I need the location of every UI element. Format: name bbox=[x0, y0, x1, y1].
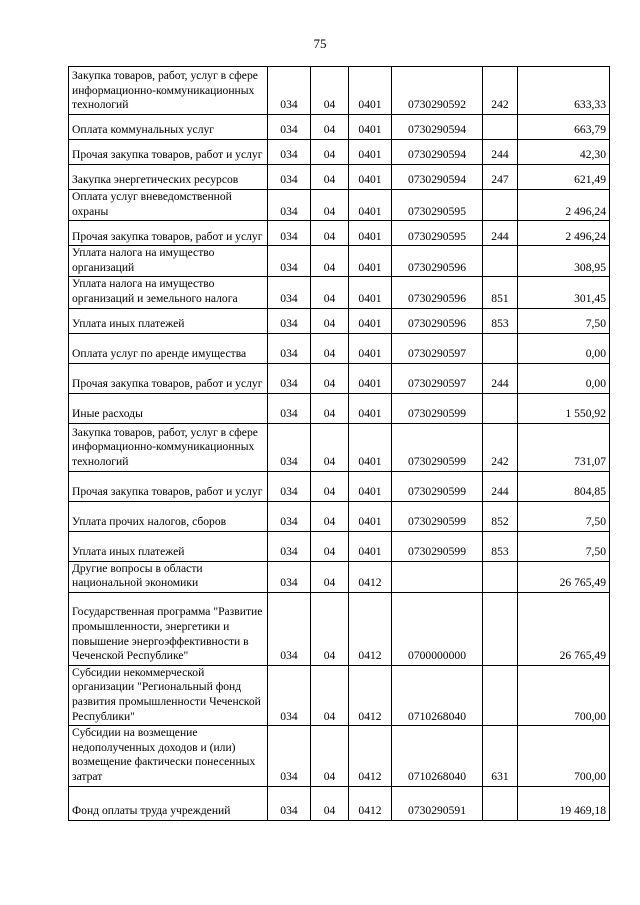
row-name-cell: Закупка товаров, работ, услуг в сфере информационно-коммуникационных технологий bbox=[69, 423, 268, 471]
row-name-cell: Фонд оплаты труда учреждений bbox=[69, 786, 268, 820]
expense-type-cell: 242 bbox=[483, 423, 518, 471]
table-row bbox=[69, 726, 610, 786]
ministry-code-cell: 034 bbox=[268, 67, 311, 115]
amount-cell: 2 496,24 bbox=[518, 221, 610, 246]
section-code-cell: 04 bbox=[311, 67, 349, 115]
subsection-code-cell: 0401 bbox=[349, 67, 392, 115]
table-row bbox=[69, 423, 610, 471]
amount-cell: 621,49 bbox=[518, 165, 610, 190]
subsection-code-cell: 0401 bbox=[349, 501, 392, 531]
target-code-cell: 0730290594 bbox=[392, 140, 483, 165]
amount-cell: 2 496,24 bbox=[518, 190, 610, 221]
subsection-code-cell: 0412 bbox=[349, 726, 392, 786]
row-name-cell: Государственная программа "Развитие промышленности, энергетики и повышение энергоэффективности в Чеченской Республике" bbox=[69, 592, 268, 665]
subsection-code-cell: 0401 bbox=[349, 363, 392, 393]
target-code-cell: 0730290595 bbox=[392, 221, 483, 246]
expense-type-cell bbox=[483, 592, 518, 665]
target-code-cell: 0730290599 bbox=[392, 531, 483, 561]
expense-type-cell bbox=[483, 786, 518, 820]
amount-cell: 663,79 bbox=[518, 115, 610, 140]
table-row bbox=[69, 363, 610, 393]
ministry-code-cell: 034 bbox=[268, 115, 311, 140]
amount-cell: 1 550,92 bbox=[518, 393, 610, 423]
ministry-code-cell: 034 bbox=[268, 140, 311, 165]
subsection-code-cell: 0412 bbox=[349, 786, 392, 820]
table-row bbox=[69, 277, 610, 308]
ministry-code-cell: 034 bbox=[268, 393, 311, 423]
row-name-cell: Уплата налога на имущество организаций bbox=[69, 246, 268, 277]
section-code-cell: 04 bbox=[311, 471, 349, 501]
section-code-cell: 04 bbox=[311, 221, 349, 246]
page-number: 75 bbox=[313, 36, 327, 51]
target-code-cell: 0710268040 bbox=[392, 665, 483, 725]
section-code-cell: 04 bbox=[311, 277, 349, 308]
ministry-code-cell: 034 bbox=[268, 333, 311, 363]
section-code-cell: 04 bbox=[311, 501, 349, 531]
table-row bbox=[69, 165, 610, 190]
amount-cell: 700,00 bbox=[518, 726, 610, 786]
table-row bbox=[69, 561, 610, 592]
ministry-code-cell: 034 bbox=[268, 221, 311, 246]
section-code-cell: 04 bbox=[311, 333, 349, 363]
section-code-cell: 04 bbox=[311, 592, 349, 665]
row-name-cell: Прочая закупка товаров, работ и услуг bbox=[69, 221, 268, 246]
amount-cell: 301,45 bbox=[518, 277, 610, 308]
row-name-cell: Уплата иных платежей bbox=[69, 531, 268, 561]
amount-cell: 26 765,49 bbox=[518, 561, 610, 592]
amount-cell: 700,00 bbox=[518, 665, 610, 725]
section-code-cell: 04 bbox=[311, 393, 349, 423]
row-name-cell: Оплата услуг по аренде имущества bbox=[69, 333, 268, 363]
target-code-cell: 0730290597 bbox=[392, 333, 483, 363]
row-name-cell: Закупка товаров, работ, услуг в сфере информационно-коммуникационных технологий bbox=[69, 67, 268, 115]
section-code-cell: 04 bbox=[311, 308, 349, 333]
row-name-cell: Субсидии некоммерческой организации "Региональный фонд развития промышленности Чеченской Республики" bbox=[69, 665, 268, 725]
expense-type-cell: 247 bbox=[483, 165, 518, 190]
table-row bbox=[69, 333, 610, 363]
target-code-cell: 0730290595 bbox=[392, 190, 483, 221]
subsection-code-cell: 0401 bbox=[349, 277, 392, 308]
target-code-cell: 0730290594 bbox=[392, 115, 483, 140]
subsection-code-cell: 0401 bbox=[349, 471, 392, 501]
subsection-code-cell: 0401 bbox=[349, 221, 392, 246]
ministry-code-cell: 034 bbox=[268, 786, 311, 820]
ministry-code-cell: 034 bbox=[268, 308, 311, 333]
row-name-cell: Прочая закупка товаров, работ и услуг bbox=[69, 471, 268, 501]
amount-cell: 0,00 bbox=[518, 333, 610, 363]
section-code-cell: 04 bbox=[311, 115, 349, 140]
amount-cell: 26 765,49 bbox=[518, 592, 610, 665]
target-code-cell bbox=[392, 561, 483, 592]
row-name-cell: Уплата прочих налогов, сборов bbox=[69, 501, 268, 531]
expense-type-cell: 852 bbox=[483, 501, 518, 531]
subsection-code-cell: 0401 bbox=[349, 165, 392, 190]
row-name-cell: Оплата коммунальных услуг bbox=[69, 115, 268, 140]
amount-cell: 7,50 bbox=[518, 531, 610, 561]
subsection-code-cell: 0401 bbox=[349, 246, 392, 277]
section-code-cell: 04 bbox=[311, 665, 349, 725]
expense-type-cell: 244 bbox=[483, 221, 518, 246]
subsection-code-cell: 0401 bbox=[349, 190, 392, 221]
ministry-code-cell: 034 bbox=[268, 665, 311, 725]
table-row bbox=[69, 190, 610, 221]
row-name-cell: Оплата услуг вневедомственной охраны bbox=[69, 190, 268, 221]
section-code-cell: 04 bbox=[311, 423, 349, 471]
expense-type-cell bbox=[483, 665, 518, 725]
ministry-code-cell: 034 bbox=[268, 363, 311, 393]
ministry-code-cell: 034 bbox=[268, 561, 311, 592]
ministry-code-cell: 034 bbox=[268, 726, 311, 786]
amount-cell: 308,95 bbox=[518, 246, 610, 277]
table-row bbox=[69, 501, 610, 531]
expense-type-cell: 242 bbox=[483, 67, 518, 115]
target-code-cell: 0710268040 bbox=[392, 726, 483, 786]
amount-cell: 7,50 bbox=[518, 501, 610, 531]
amount-cell: 7,50 bbox=[518, 308, 610, 333]
subsection-code-cell: 0401 bbox=[349, 333, 392, 363]
subsection-code-cell: 0401 bbox=[349, 393, 392, 423]
section-code-cell: 04 bbox=[311, 561, 349, 592]
table-row bbox=[69, 308, 610, 333]
section-code-cell: 04 bbox=[311, 190, 349, 221]
row-name-cell: Прочая закупка товаров, работ и услуг bbox=[69, 363, 268, 393]
subsection-code-cell: 0401 bbox=[349, 531, 392, 561]
expense-type-cell: 851 bbox=[483, 277, 518, 308]
table-row bbox=[69, 393, 610, 423]
table-row bbox=[69, 221, 610, 246]
row-name-cell: Субсидии на возмещение недополученных доходов и (или) возмещение фактически понесенных затрат bbox=[69, 726, 268, 786]
amount-cell: 731,07 bbox=[518, 423, 610, 471]
ministry-code-cell: 034 bbox=[268, 165, 311, 190]
target-code-cell: 0730290599 bbox=[392, 393, 483, 423]
subsection-code-cell: 0412 bbox=[349, 561, 392, 592]
row-name-cell: Прочая закупка товаров, работ и услуг bbox=[69, 140, 268, 165]
subsection-code-cell: 0401 bbox=[349, 140, 392, 165]
row-name-cell: Другие вопросы в области национальной экономики bbox=[69, 561, 268, 592]
subsection-code-cell: 0412 bbox=[349, 665, 392, 725]
row-name-cell: Уплата налога на имущество организаций и земельного налога bbox=[69, 277, 268, 308]
target-code-cell: 0730290596 bbox=[392, 277, 483, 308]
subsection-code-cell: 0401 bbox=[349, 115, 392, 140]
expense-type-cell bbox=[483, 246, 518, 277]
amount-cell: 804,85 bbox=[518, 471, 610, 501]
ministry-code-cell: 034 bbox=[268, 246, 311, 277]
target-code-cell: 0730290599 bbox=[392, 501, 483, 531]
expense-type-cell bbox=[483, 393, 518, 423]
table-row bbox=[69, 115, 610, 140]
expense-type-cell: 244 bbox=[483, 363, 518, 393]
expense-type-cell: 853 bbox=[483, 531, 518, 561]
expense-type-cell: 244 bbox=[483, 140, 518, 165]
section-code-cell: 04 bbox=[311, 140, 349, 165]
ministry-code-cell: 034 bbox=[268, 501, 311, 531]
expense-type-cell: 631 bbox=[483, 726, 518, 786]
target-code-cell: 0730290591 bbox=[392, 786, 483, 820]
table-row bbox=[69, 67, 610, 115]
section-code-cell: 04 bbox=[311, 246, 349, 277]
table-row bbox=[69, 140, 610, 165]
subsection-code-cell: 0401 bbox=[349, 308, 392, 333]
section-code-cell: 04 bbox=[311, 531, 349, 561]
table-row bbox=[69, 246, 610, 277]
ministry-code-cell: 034 bbox=[268, 471, 311, 501]
target-code-cell: 0730290594 bbox=[392, 165, 483, 190]
target-code-cell: 0730290599 bbox=[392, 471, 483, 501]
ministry-code-cell: 034 bbox=[268, 277, 311, 308]
ministry-code-cell: 034 bbox=[268, 190, 311, 221]
section-code-cell: 04 bbox=[311, 363, 349, 393]
table-row bbox=[69, 665, 610, 725]
row-name-cell: Закупка энергетических ресурсов bbox=[69, 165, 268, 190]
row-name-cell: Уплата иных платежей bbox=[69, 308, 268, 333]
subsection-code-cell: 0412 bbox=[349, 592, 392, 665]
section-code-cell: 04 bbox=[311, 786, 349, 820]
amount-cell: 19 469,18 bbox=[518, 786, 610, 820]
ministry-code-cell: 034 bbox=[268, 531, 311, 561]
target-code-cell: 0730290597 bbox=[392, 363, 483, 393]
table-row bbox=[69, 531, 610, 561]
expense-type-cell bbox=[483, 190, 518, 221]
expense-type-cell: 853 bbox=[483, 308, 518, 333]
ministry-code-cell: 034 bbox=[268, 592, 311, 665]
expense-type-cell bbox=[483, 115, 518, 140]
expense-type-cell: 244 bbox=[483, 471, 518, 501]
expense-type-cell bbox=[483, 561, 518, 592]
table-row bbox=[69, 786, 610, 820]
subsection-code-cell: 0401 bbox=[349, 423, 392, 471]
budget-table bbox=[68, 66, 610, 821]
table-row bbox=[69, 592, 610, 665]
target-code-cell: 0730290592 bbox=[392, 67, 483, 115]
section-code-cell: 04 bbox=[311, 165, 349, 190]
amount-cell: 0,00 bbox=[518, 363, 610, 393]
table-row bbox=[69, 471, 610, 501]
ministry-code-cell: 034 bbox=[268, 423, 311, 471]
target-code-cell: 0730290596 bbox=[392, 246, 483, 277]
row-name-cell: Иные расходы bbox=[69, 393, 268, 423]
target-code-cell: 0730290599 bbox=[392, 423, 483, 471]
section-code-cell: 04 bbox=[311, 726, 349, 786]
target-code-cell: 0730290596 bbox=[392, 308, 483, 333]
amount-cell: 42,30 bbox=[518, 140, 610, 165]
expense-type-cell bbox=[483, 333, 518, 363]
target-code-cell: 0700000000 bbox=[392, 592, 483, 665]
amount-cell: 633,33 bbox=[518, 67, 610, 115]
